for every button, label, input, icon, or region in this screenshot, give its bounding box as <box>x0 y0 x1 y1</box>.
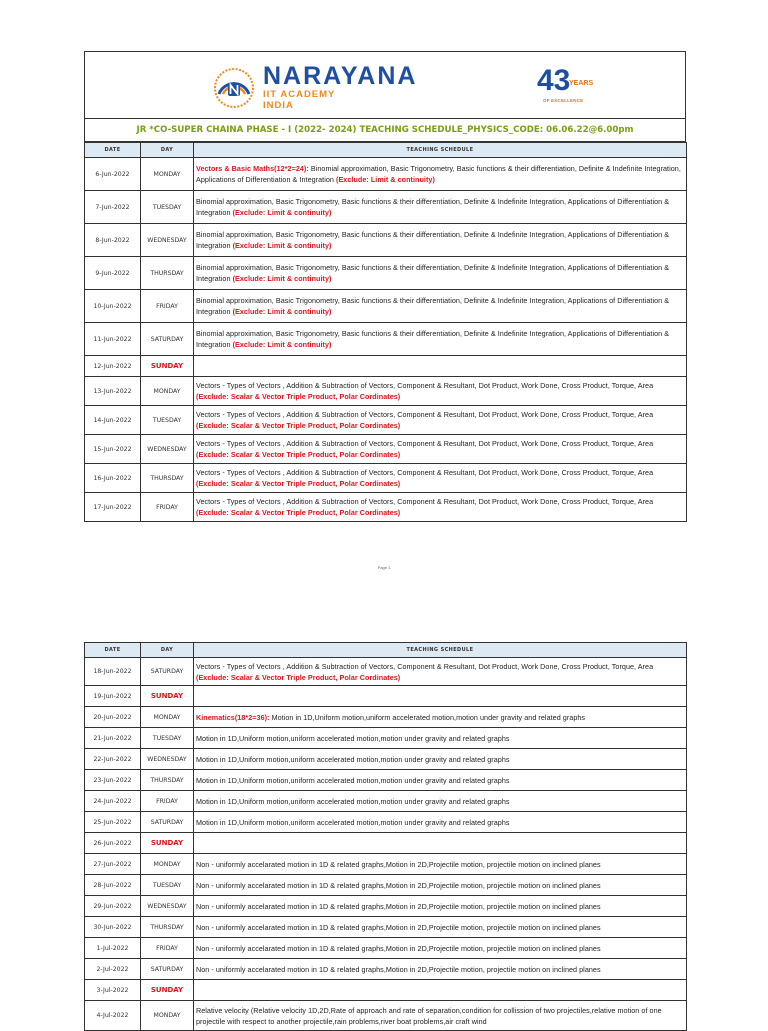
topic-text: Motion in 1D,Uniform motion,uniform accelerated motion,motion under gravity and related graphs <box>196 817 510 827</box>
topic-text: Non - uniformly accelarated motion in 1D & related graphs,Motion in 2D,Projectile motion, projectile motion on inclined planes <box>196 964 601 974</box>
row-date: 14-Jun-2022 <box>85 406 141 435</box>
exclusion-note: (Exclude: Scalar & Vector Triple Product, Polar Cordinates) <box>196 421 401 430</box>
unit-heading: Kinematics(18*2=36): <box>196 712 272 722</box>
row-day: MONDAY <box>141 377 194 406</box>
row-date: 4-Jul-2022 <box>85 1001 141 1031</box>
row-schedule <box>194 191 687 224</box>
page-number: Page 1 <box>377 565 391 570</box>
col-header-schedule: TEACHING SCHEDULE <box>194 643 687 658</box>
row-day: THURSDAY <box>141 257 194 290</box>
row-date: 11-Jun-2022 <box>85 323 141 356</box>
table-row <box>85 158 687 191</box>
narayana-logo <box>213 62 418 111</box>
row-schedule <box>194 435 687 464</box>
row-schedule <box>194 707 687 728</box>
row-date: 23-Jun-2022 <box>85 770 141 791</box>
row-day: SUNDAY <box>141 356 194 377</box>
topic-text: Motion in 1D,Uniform motion,uniform accelerated motion,motion under gravity and related graphs <box>196 754 510 764</box>
row-date: 27-Jun-2022 <box>85 854 141 875</box>
row-schedule <box>194 290 687 323</box>
row-day: FRIDAY <box>141 938 194 959</box>
topic-text: Vectors - Types of Vectors , Addition & Subtraction of Vectors, Component & Resultant, Dot Product, Work Done, Cross Product, Torque, Area <box>196 497 654 506</box>
row-date: 12-Jun-2022 <box>85 356 141 377</box>
row-day: TUESDAY <box>141 728 194 749</box>
topic-text: Non - uniformly accelarated motion in 1D & related graphs,Motion in 2D,Projectile motion, projectile motion on inclined planes <box>196 880 601 890</box>
row-schedule <box>194 323 687 356</box>
row-schedule <box>194 854 687 875</box>
topic-text: Binomial approximation, Basic Trigonometry, Basic functions & their differentiation, Definite & Indefinite Integration, Applications of Differentiation & Integration <box>196 296 670 316</box>
exclusion-note: (Exclude: Limit & continuity) <box>232 208 332 217</box>
row-schedule <box>194 658 687 686</box>
table-row <box>85 377 687 406</box>
exclusion-note: (Exclude: Scalar & Vector Triple Product, Polar Cordinates) <box>196 479 401 488</box>
schedule-page-1 <box>84 51 686 522</box>
exclusion-note: (Exclude: Limit & continuity) <box>232 274 332 283</box>
row-day: TUESDAY <box>141 406 194 435</box>
topic-text: Motion in 1D,Uniform motion,uniform accelerated motion,motion under gravity and related graphs <box>196 796 510 806</box>
col-header-day: DAY <box>141 643 194 658</box>
schedule-table-2 <box>84 642 687 1031</box>
badge-tagline: OF EXCELLENCE <box>543 98 584 103</box>
row-day: FRIDAY <box>141 493 194 522</box>
col-header-day: DAY <box>141 143 194 158</box>
table-row <box>85 791 687 812</box>
row-day: SATURDAY <box>141 323 194 356</box>
row-day: WEDNESDAY <box>141 435 194 464</box>
table-row <box>85 707 687 728</box>
row-day: THURSDAY <box>141 464 194 493</box>
table-row <box>85 464 687 493</box>
badge-years-number: 43 <box>537 64 571 97</box>
table-row <box>85 290 687 323</box>
narayana-emblem-icon <box>213 66 255 108</box>
row-date: 16-Jun-2022 <box>85 464 141 493</box>
topic-text: Binomial approximation, Basic Trigonometry, Basic functions & their differentiation, Definite & Indefinite Integration, Applications of Differentiation & Integration <box>196 197 670 217</box>
row-schedule <box>194 875 687 896</box>
row-day: THURSDAY <box>141 917 194 938</box>
row-day: SATURDAY <box>141 812 194 833</box>
exclusion-note: (Exclude: Scalar & Vector Triple Product, Polar Cordinates) <box>196 508 401 517</box>
row-day: MONDAY <box>141 707 194 728</box>
row-date: 17-Jun-2022 <box>85 493 141 522</box>
topic-text: Non - uniformly accelarated motion in 1D & related graphs,Motion in 2D,Projectile motion, projectile motion on inclined planes <box>196 859 601 869</box>
schedule-rows-1 <box>85 158 687 522</box>
topic-text: Binomial approximation, Basic Trigonometry, Basic functions & their differentiation, Definite & Indefinite Integration, Applications of Differentiation & Integration <box>196 263 670 283</box>
table-row <box>85 812 687 833</box>
row-date: 1-Jul-2022 <box>85 938 141 959</box>
topic-text: Vectors - Types of Vectors , Addition & Subtraction of Vectors, Component & Resultant, Dot Product, Work Done, Cross Product, Torque, Area <box>196 410 654 419</box>
row-schedule <box>194 833 687 854</box>
row-day: MONDAY <box>141 1001 194 1031</box>
row-schedule <box>194 959 687 980</box>
row-schedule <box>194 406 687 435</box>
row-day: SUNDAY <box>141 980 194 1001</box>
header-box <box>84 51 686 118</box>
table-header-row <box>85 143 687 158</box>
table-row <box>85 854 687 875</box>
table-row <box>85 980 687 1001</box>
row-day: SATURDAY <box>141 959 194 980</box>
col-header-schedule: TEACHING SCHEDULE <box>194 143 687 158</box>
exclusion-note: (Exclude: Limit & continuity) <box>232 307 332 316</box>
table-row <box>85 917 687 938</box>
schedule-rows-2 <box>85 658 687 1031</box>
row-date: 26-Jun-2022 <box>85 833 141 854</box>
row-date: 15-Jun-2022 <box>85 435 141 464</box>
row-date: 8-Jun-2022 <box>85 224 141 257</box>
row-schedule <box>194 464 687 493</box>
table-row <box>85 323 687 356</box>
topic-text: Binomial approximation, Basic Trigonometry, Basic functions & their differentiation, Definite & Indefinite Integration, Applications of Differentiation & Integration <box>196 230 670 250</box>
row-date: 29-Jun-2022 <box>85 896 141 917</box>
row-date: 9-Jun-2022 <box>85 257 141 290</box>
row-schedule <box>194 917 687 938</box>
row-schedule <box>194 791 687 812</box>
table-row <box>85 896 687 917</box>
schedule-page-2 <box>84 642 686 1031</box>
topic-text: Motion in 1D,Uniform motion,uniform accelerated motion,motion under gravity and related graphs <box>271 712 586 722</box>
row-date: 19-Jun-2022 <box>85 686 141 707</box>
row-date: 7-Jun-2022 <box>85 191 141 224</box>
table-row <box>85 406 687 435</box>
topic-text: Vectors - Types of Vectors , Addition & Subtraction of Vectors, Component & Resultant, Dot Product, Work Done, Cross Product, Torque, Area <box>196 439 654 448</box>
table-row <box>85 224 687 257</box>
row-day: WEDNESDAY <box>141 749 194 770</box>
exclusion-note: (Exclude: Scalar & Vector Triple Product, Polar Cordinates) <box>196 450 401 459</box>
row-date: 2-Jul-2022 <box>85 959 141 980</box>
years-badge <box>537 64 601 108</box>
row-schedule <box>194 749 687 770</box>
table-row <box>85 728 687 749</box>
table-row <box>85 938 687 959</box>
table-row <box>85 833 687 854</box>
col-header-date: DATE <box>85 143 141 158</box>
row-schedule <box>194 896 687 917</box>
topic-text: Vectors - Types of Vectors , Addition & Subtraction of Vectors, Component & Resultant, Dot Product, Work Done, Cross Product, Torque, Area <box>196 661 654 671</box>
table-row <box>85 770 687 791</box>
table-row <box>85 435 687 464</box>
col-header-date: DATE <box>85 643 141 658</box>
row-day: SUNDAY <box>141 686 194 707</box>
row-date: 28-Jun-2022 <box>85 875 141 896</box>
row-schedule <box>194 686 687 707</box>
row-schedule <box>194 377 687 406</box>
exclusion-note: (Exclude: Limit & continuity) <box>232 340 332 349</box>
topic-text: Non - uniformly accelarated motion in 1D & related graphs,Motion in 2D,Projectile motion, projectile motion on inclined planes <box>196 922 601 932</box>
row-schedule <box>194 728 687 749</box>
topic-text: Vectors - Types of Vectors , Addition & Subtraction of Vectors, Component & Resultant, Dot Product, Work Done, Cross Product, Torque, Area <box>196 468 654 477</box>
topic-text: Binomial approximation, Basic Trigonometry, Basic functions & their differentiation, Definite & Indefinite Integration, Applications of Differentiation & Integration <box>196 329 670 349</box>
row-schedule <box>194 224 687 257</box>
row-schedule <box>194 493 687 522</box>
row-schedule <box>194 938 687 959</box>
row-day: SUNDAY <box>141 833 194 854</box>
row-date: 6-Jun-2022 <box>85 158 141 191</box>
table-row <box>85 493 687 522</box>
row-day: SATURDAY <box>141 658 194 686</box>
schedule-table-1 <box>84 142 687 522</box>
row-schedule <box>194 257 687 290</box>
row-date: 24-Jun-2022 <box>85 791 141 812</box>
row-date: 10-Jun-2022 <box>85 290 141 323</box>
table-row <box>85 191 687 224</box>
row-date: 21-Jun-2022 <box>85 728 141 749</box>
row-schedule <box>194 356 687 377</box>
row-day: FRIDAY <box>141 791 194 812</box>
topic-text: Vectors - Types of Vectors , Addition & Subtraction of Vectors, Component & Resultant, Dot Product, Work Done, Cross Product, Torque, Area <box>196 381 654 390</box>
row-schedule <box>194 158 687 191</box>
row-date: 13-Jun-2022 <box>85 377 141 406</box>
row-date: 3-Jul-2022 <box>85 980 141 1001</box>
row-day: FRIDAY <box>141 290 194 323</box>
table-row <box>85 658 687 686</box>
topic-text: Non - uniformly accelarated motion in 1D & related graphs,Motion in 2D,Projectile motion, projectile motion on inclined planes <box>196 943 601 953</box>
topic-text: Non - uniformly accelarated motion in 1D & related graphs,Motion in 2D,Projectile motion, projectile motion on inclined planes <box>196 901 601 911</box>
row-date: 22-Jun-2022 <box>85 749 141 770</box>
brand-sub-academy: IIT ACADEMY <box>263 89 336 100</box>
row-schedule <box>194 1001 687 1031</box>
table-row <box>85 959 687 980</box>
row-day: WEDNESDAY <box>141 896 194 917</box>
exclusion-note: (Exclude: Limit & continuity) <box>336 175 435 184</box>
row-day: THURSDAY <box>141 770 194 791</box>
table-row <box>85 257 687 290</box>
row-day: TUESDAY <box>141 875 194 896</box>
topic-text: Motion in 1D,Uniform motion,uniform accelerated motion,motion under gravity and related graphs <box>196 733 510 743</box>
topic-text: Binomial approximation, Basic Trigonometry, Basic functions & their differentiation, Definite & Indefinite Integration, Applications of Differentiation & Integration <box>196 164 681 184</box>
row-date: 25-Jun-2022 <box>85 812 141 833</box>
exclusion-note: (Exclude: Scalar & Vector Triple Product, Polar Cordinates) <box>196 672 401 682</box>
row-day: TUESDAY <box>141 191 194 224</box>
topic-text: Relative velocity (Relative velocity 1D,2D,Rate of approach and rate of separation,condition for collission of two projectiles,relative motion of one projectile with respect to another projectile,rain problems,river boat problems,air craft wind <box>196 1005 662 1026</box>
schedule-title: JR *CO-SUPER CHAINA PHASE - I (2022- 2024) TEACHING SCHEDULE_PHYSICS_CODE: 06.06.22@6.00pm <box>84 118 686 142</box>
row-schedule <box>194 770 687 791</box>
badge-years-label: YEARS <box>569 80 594 87</box>
unit-heading: Vectors & Basic Maths(12*2=24): <box>196 164 311 173</box>
brand-sub-country: INDIA <box>263 99 294 111</box>
row-date: 30-Jun-2022 <box>85 917 141 938</box>
row-date: 18-Jun-2022 <box>85 658 141 686</box>
table-row <box>85 1001 687 1031</box>
row-date: 20-Jun-2022 <box>85 707 141 728</box>
table-row <box>85 686 687 707</box>
topic-text: Motion in 1D,Uniform motion,uniform accelerated motion,motion under gravity and related graphs <box>196 775 510 785</box>
row-schedule <box>194 812 687 833</box>
row-day: MONDAY <box>141 854 194 875</box>
table-row <box>85 875 687 896</box>
brand-name: NARAYANA <box>263 62 418 90</box>
row-day: MONDAY <box>141 158 194 191</box>
row-schedule <box>194 980 687 1001</box>
table-row <box>85 749 687 770</box>
exclusion-note: (Exclude: Scalar & Vector Triple Product, Polar Cordinates) <box>196 392 401 401</box>
row-day: WEDNESDAY <box>141 224 194 257</box>
exclusion-note: (Exclude: Limit & continuity) <box>232 241 332 250</box>
table-row <box>85 356 687 377</box>
table-header-row <box>85 643 687 658</box>
